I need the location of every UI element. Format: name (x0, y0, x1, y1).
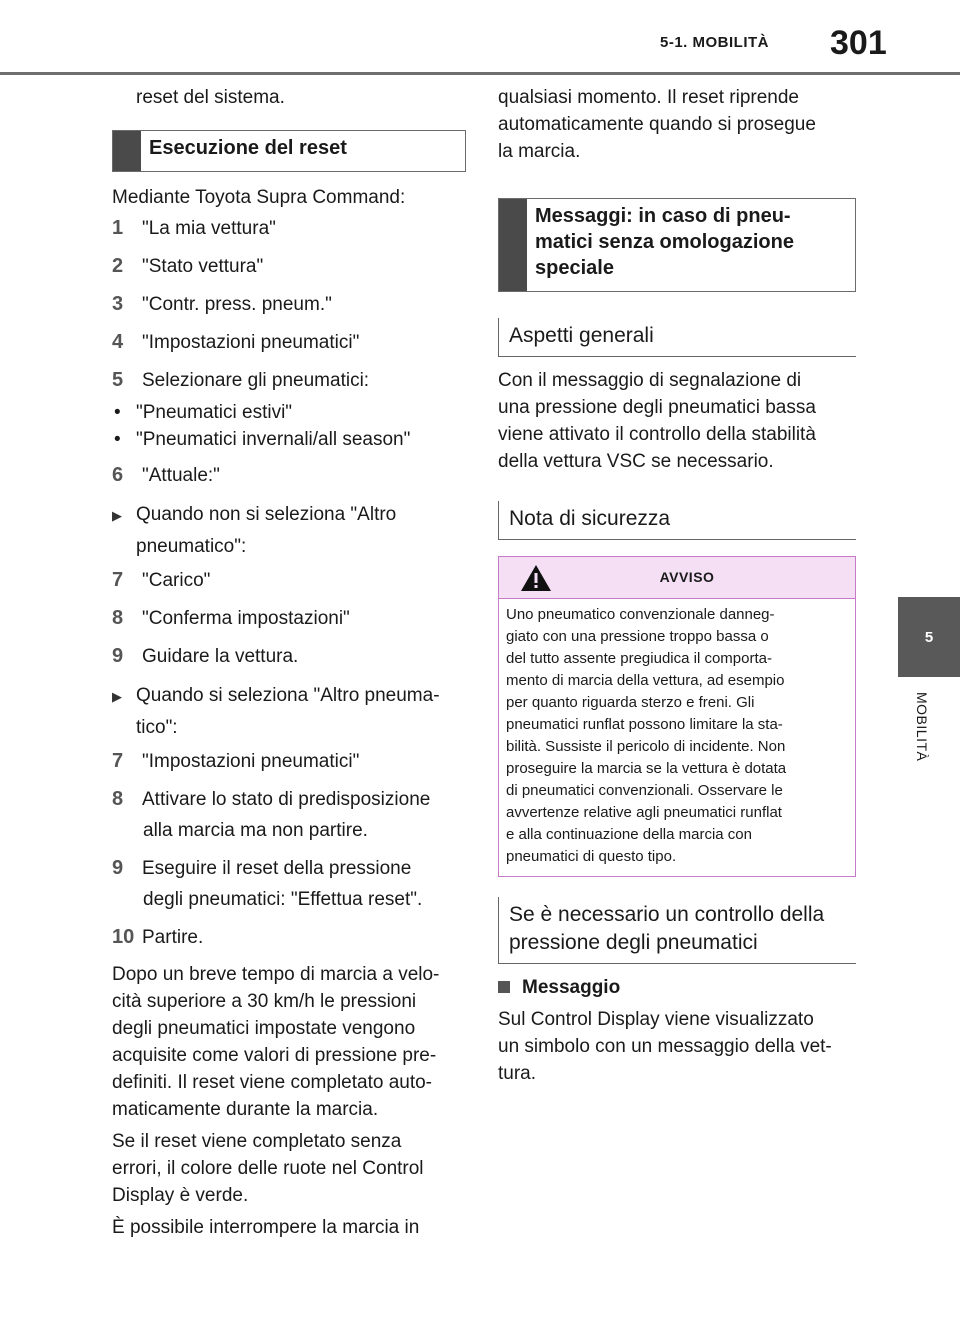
step-number: 6 (112, 464, 124, 486)
paragraph-line: errori, il colore delle ruote nel Control (112, 1158, 424, 1179)
step (112, 643, 472, 670)
step-number: 8 (112, 607, 124, 629)
step (112, 605, 472, 632)
paragraph (498, 1006, 856, 1087)
step-number: 2 (112, 255, 124, 277)
step-number: 1 (112, 217, 124, 239)
warning-line: pneumatici runflat possono limitare la sta- (506, 716, 783, 733)
heading-line: Messaggi: in caso di pneu- (535, 205, 791, 227)
condition-text: Quando non si seleziona "Altro (136, 504, 397, 525)
paragraph-line: acquisite come valori di pressione pre- (112, 1045, 437, 1066)
heading-bar (113, 131, 141, 171)
step-text: "Impostazioni pneumatici" (142, 332, 360, 353)
condition-text-cont: pneumatico": (136, 536, 247, 557)
subheading-pressure-check (498, 897, 856, 964)
step-text: "Conferma impostazioni" (142, 608, 350, 629)
paragraph-line: degli pneumatici impostate vengono (112, 1018, 416, 1039)
step-text: "La mia vettura" (142, 218, 276, 239)
step-number: 3 (112, 293, 124, 315)
warning-box (498, 556, 856, 877)
page-header (0, 0, 960, 76)
paragraph (112, 1128, 472, 1209)
step-text: Guidare la vettura. (142, 646, 299, 667)
step (112, 253, 472, 280)
square-bullet-icon (498, 981, 510, 993)
heading-text (527, 199, 802, 291)
paragraph-line: viene attivato il controllo della stabilità (498, 424, 816, 445)
paragraph: È possibile interrompere la marcia in (112, 1217, 420, 1238)
step (112, 567, 472, 594)
heading-bar (499, 199, 527, 291)
paragraph-line: Dopo un breve tempo di marcia a velo- (112, 964, 440, 985)
section-heading-reset (112, 130, 466, 172)
step (112, 291, 472, 318)
subheading-line: pressione degli pneumatici (509, 931, 758, 954)
warning-triangle-icon (519, 563, 553, 593)
paragraph (498, 84, 856, 165)
header-rule (0, 72, 960, 75)
step-text: "Stato vettura" (142, 256, 264, 277)
heading-line: matici senza omologazione (535, 231, 794, 253)
bullet-item (112, 427, 472, 452)
step-text-cont: degli pneumatici: "Effettua reset". (143, 889, 423, 910)
paragraph-line: della vettura VSC se necessario. (498, 451, 774, 472)
paragraph-line: la marcia. (498, 141, 581, 162)
chapter-tab[interactable]: 5 (898, 597, 960, 677)
step-text: Selezionare gli pneumatici: (142, 370, 370, 391)
bullet-dot: • (114, 402, 121, 423)
warning-label: AVVISO (659, 569, 715, 585)
paragraph-line: automaticamente quando si prosegue (498, 114, 816, 135)
condition-item (112, 501, 472, 529)
step-number: 9 (112, 857, 124, 879)
warning-line: mento di marcia della vettura, ad esempio (506, 672, 785, 689)
right-column (498, 84, 856, 1087)
step (112, 329, 472, 356)
step-text: "Carico" (142, 570, 211, 591)
step (112, 462, 472, 489)
step-text: Attivare lo stato di predisposizione (142, 789, 431, 810)
paragraph-line: cità superiore a 30 km/h le pressioni (112, 991, 417, 1012)
condition-text-cont: tico": (136, 717, 178, 738)
warning-line: bilità. Sussiste il pericolo di incidente. Non (506, 738, 786, 755)
step-number: 7 (112, 750, 124, 772)
warning-line: per quanto riguarda sterzo e freni. Gli (506, 694, 755, 711)
triangle-right-icon: ▶ (112, 508, 122, 523)
step (112, 367, 472, 394)
paragraph (112, 961, 472, 1123)
warning-header (499, 557, 855, 599)
section-title: 5-1. MOBILITÀ (660, 34, 770, 51)
paragraph-line: Display è verde. (112, 1185, 249, 1206)
step-number: 7 (112, 569, 124, 591)
triangle-right-icon: ▶ (112, 689, 122, 704)
step-text: "Contr. press. pneum." (142, 294, 332, 315)
bullet-item (112, 400, 472, 425)
intro-text: reset del sistema. (136, 87, 285, 108)
paragraph-line: maticamente durante la marcia. (112, 1099, 379, 1120)
heading-text: Esecuzione del reset (149, 137, 347, 159)
warning-line: proseguire la marcia se la vettura è dotata (506, 760, 787, 777)
step-number: 4 (112, 331, 124, 353)
warning-line: del tutto assente pregiudica il comporta- (506, 650, 772, 667)
step-text-cont: alla marcia ma non partire. (143, 820, 368, 841)
step-number: 9 (112, 645, 124, 667)
warning-text (499, 599, 855, 876)
step (112, 786, 472, 813)
step (112, 748, 472, 775)
left-column (112, 84, 472, 1241)
bullet-dot: • (114, 429, 121, 450)
paragraph-line: una pressione degli pneumatici bassa (498, 397, 816, 418)
step-number: 5 (112, 369, 124, 391)
page-number: 301 (830, 24, 887, 62)
section-heading-messages (498, 198, 856, 292)
paragraph-line: definiti. Il reset viene completato auto- (112, 1072, 433, 1093)
paragraph-line: tura. (498, 1063, 537, 1084)
paragraph (498, 367, 856, 475)
paragraph-line: Sul Control Display viene visualizzato (498, 1009, 814, 1030)
warning-line: giato con una pressione troppo bassa o (506, 628, 769, 645)
step-text: "Attuale:" (142, 465, 220, 486)
warning-line: Uno pneumatico convenzionale danneg- (506, 606, 775, 623)
heading-line: speciale (535, 257, 614, 279)
warning-line: avvertenze relative agli pneumatici runflat (506, 804, 782, 821)
step-number: 10 (112, 926, 135, 948)
step (112, 215, 472, 242)
paragraph-line: Se il reset viene completato senza (112, 1131, 402, 1152)
subheading-general: Aspetti generali (498, 318, 856, 357)
paragraph-line: un simbolo con un messaggio della vet- (498, 1036, 832, 1057)
warning-line: pneumatici di questo tipo. (506, 848, 677, 865)
paragraph-line: Con il messaggio di segnalazione di (498, 370, 802, 391)
message-heading (498, 974, 856, 1001)
subheading-line: Se è necessario un controllo della (509, 903, 825, 926)
step-number: 8 (112, 788, 124, 810)
condition-text: Quando si seleziona "Altro pneuma- (136, 685, 440, 706)
bullet-text: "Pneumatici invernali/all season" (136, 429, 411, 450)
condition-item (112, 682, 472, 710)
lead-text: Mediante Toyota Supra Command: (112, 187, 406, 208)
step-text: "Impostazioni pneumatici" (142, 751, 360, 772)
warning-line: di pneumatici convenzionali. Osservare le (506, 782, 783, 799)
bullet-text: "Pneumatici estivi" (136, 402, 293, 423)
chapter-label: MOBILITÀ (914, 692, 930, 762)
warning-line: e alla continuazione della marcia con (506, 826, 752, 843)
message-heading-text: Messaggio (522, 977, 621, 998)
step-text: Partire. (142, 927, 204, 948)
subheading-safety: Nota di sicurezza (498, 501, 856, 540)
step-text: Eseguire il reset della pressione (142, 858, 412, 879)
step (112, 924, 472, 951)
paragraph-line: qualsiasi momento. Il reset riprende (498, 87, 799, 108)
step (112, 855, 472, 882)
